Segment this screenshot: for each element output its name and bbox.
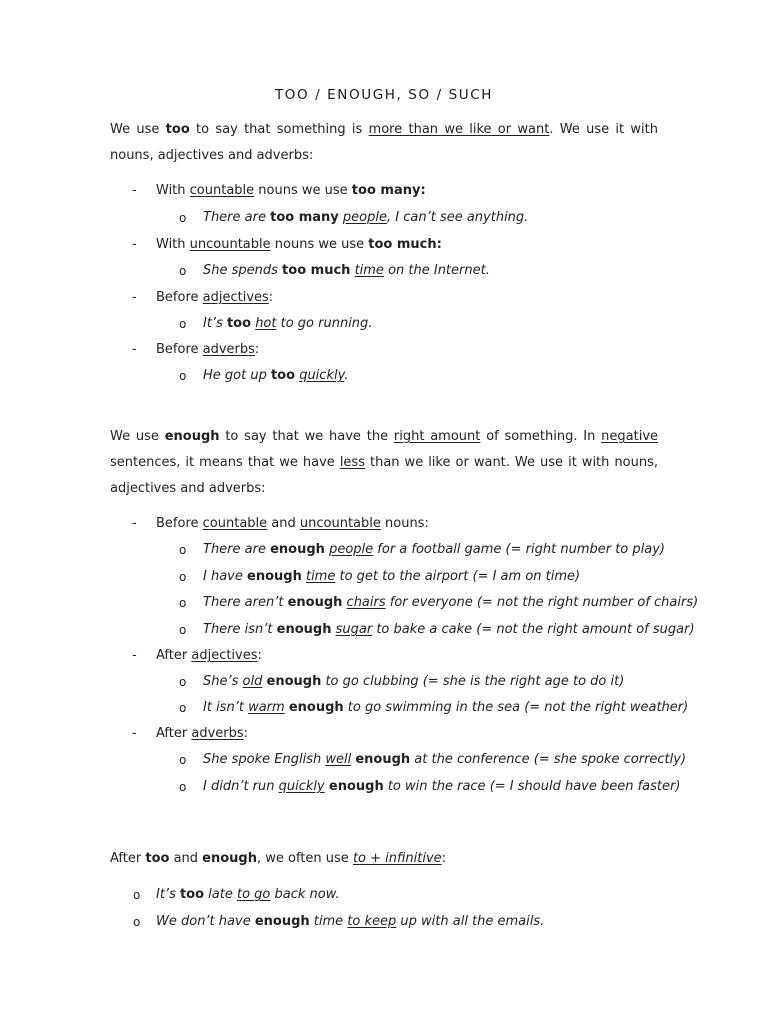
italic-text: He got up	[203, 368, 271, 383]
enough-example-old	[203, 673, 624, 691]
bold-keyword: too	[226, 316, 252, 331]
list-bullet: o	[179, 753, 187, 767]
list-bullet: o	[179, 780, 187, 794]
bold-keyword: enough	[328, 779, 384, 794]
too-rule-uncountable: With uncountable nouns we use too much:	[156, 237, 442, 252]
list-dash: -	[132, 342, 137, 357]
italic-text: to go running.	[276, 316, 373, 331]
bold-keyword: enough	[247, 569, 302, 584]
list-dash: -	[132, 726, 137, 741]
bold-keyword: enough	[266, 674, 322, 689]
underlined-term: chairs	[346, 595, 386, 610]
underlined-term: countable	[202, 516, 268, 531]
list-dash: -	[132, 237, 137, 252]
italic-text: on the Internet.	[383, 263, 490, 278]
infinitive-example-too	[156, 886, 340, 904]
italic-text: time	[309, 914, 348, 929]
italic-text: to go clubbing (= she is the right age to do it)	[321, 674, 625, 689]
bold-keyword: enough	[270, 542, 325, 557]
bold-keyword: too	[179, 887, 205, 902]
italic-text: She’s	[203, 674, 243, 689]
infinitive-example-enough	[156, 913, 544, 931]
bold-keyword: too much	[282, 263, 351, 278]
list-bullet: o	[179, 596, 187, 610]
italic-text: at the conference (= she spoke correctly)	[410, 752, 687, 767]
list-bullet: o	[179, 264, 187, 278]
underlined-term: people	[342, 210, 387, 225]
underlined-term: adjectives	[191, 648, 258, 663]
underlined-term: negative	[601, 429, 659, 444]
underlined-term: to go	[237, 887, 271, 902]
underlined-term: warm	[248, 700, 285, 715]
list-bullet: o	[179, 317, 187, 331]
bold-keyword: enough	[164, 429, 220, 444]
bold-keyword: too	[165, 122, 190, 137]
underlined-term: time	[354, 263, 384, 278]
underlined-term: quickly	[278, 779, 325, 794]
enough-example-time	[203, 568, 580, 586]
list-dash: -	[132, 648, 137, 663]
italic-text: back now.	[270, 887, 340, 902]
underlined-term: well	[325, 752, 352, 767]
bold-keyword: too many:	[351, 183, 426, 198]
too-rule-countable: With countable nouns we use too many:	[156, 183, 426, 198]
bold-keyword: enough	[355, 752, 411, 767]
too-example-adjectives	[203, 315, 372, 333]
enough-example-warm	[203, 699, 688, 717]
list-bullet: o	[133, 888, 141, 902]
underlined-term: right amount	[393, 429, 481, 444]
bold-keyword: too	[145, 851, 170, 866]
infinitive-intro: After too and enough, we often use to + infinitive:	[110, 851, 447, 866]
list-dash: -	[132, 516, 137, 531]
underlined-term: adverbs	[191, 726, 244, 741]
underlined-term: more than we like or want	[368, 122, 550, 137]
underlined-term: old	[242, 674, 263, 689]
list-bullet: o	[179, 369, 187, 383]
italic-text: to bake a cake (= not the right amount of sugar)	[372, 622, 695, 637]
italic-text: I have	[203, 569, 247, 584]
italic-text: , I can’t see anything.	[386, 210, 529, 225]
list-bullet: o	[179, 211, 187, 225]
italic-text: to get to the airport (= I am on time)	[335, 569, 581, 584]
underlined-term: time	[305, 569, 336, 584]
italic-text: late	[204, 887, 237, 902]
italic-text: She spoke English	[203, 752, 326, 767]
italic-text: There isn’t	[203, 622, 277, 637]
list-bullet: o	[179, 701, 187, 715]
italic-text: It’s	[156, 887, 180, 902]
underlined-term: quickly	[299, 368, 345, 383]
list-dash: -	[132, 183, 137, 198]
italic-text: There are	[203, 542, 271, 557]
bold-keyword: enough	[202, 851, 257, 866]
list-bullet: o	[133, 915, 141, 929]
bold-keyword: enough	[276, 622, 332, 637]
enough-example-quickly	[203, 778, 680, 796]
too-rule-adjectives: Before adjectives:	[156, 290, 274, 305]
enough-example-sugar	[203, 621, 695, 639]
too-rule-adverbs: Before adverbs:	[156, 342, 260, 357]
underlined-term: adjectives	[202, 290, 269, 305]
italic-text: There aren’t	[203, 595, 288, 610]
underlined-term: adverbs	[202, 342, 255, 357]
enough-example-chairs	[203, 594, 698, 612]
italic-text: There are	[203, 210, 271, 225]
page-title: TOO / ENOUGH, SO / SUCH	[274, 87, 494, 103]
bold-keyword: too many	[270, 210, 339, 225]
list-bullet: o	[179, 675, 187, 689]
italic-text: We don’t have	[156, 914, 255, 929]
underlined-term: to keep	[347, 914, 397, 929]
bold-keyword: too much:	[368, 237, 442, 252]
italic-text: to go swimming in the sea (= not the right weather)	[343, 700, 689, 715]
enough-example-people	[203, 541, 665, 559]
italic-text: It isn’t	[203, 700, 249, 715]
too-example-countable	[203, 209, 528, 227]
underlined-term: countable	[189, 183, 255, 198]
list-bullet: o	[179, 623, 187, 637]
too-example-adverbs	[203, 367, 348, 385]
enough-intro-paragraph: We use enough to say that we have the right amount of something. In negative sentences, it means that we have less than we like or want. We use it with nouns, adjectives and adverbs:	[110, 429, 659, 496]
too-intro-paragraph: We use too to say that something is more than we like or want. We use it with nouns, adjectives and adverbs:	[110, 122, 658, 163]
bold-keyword: enough	[287, 595, 343, 610]
underlined-term: to + infinitive	[352, 851, 442, 866]
too-example-uncountable	[203, 262, 490, 280]
italic-text: It’s	[203, 316, 227, 331]
underlined-term: uncountable	[189, 237, 271, 252]
enough-example-well	[203, 751, 686, 769]
italic-text: I didn’t run	[203, 779, 279, 794]
underlined-term: hot	[255, 316, 277, 331]
enough-rule-adjectives: After adjectives:	[156, 648, 262, 663]
italic-text: She spends	[203, 263, 283, 278]
enough-rule-adverbs: After adverbs:	[156, 726, 249, 741]
list-dash: -	[132, 290, 137, 305]
bold-keyword: enough	[254, 914, 310, 929]
italic-text: .	[344, 368, 349, 383]
italic-text: for everyone (= not the right number of chairs)	[385, 595, 699, 610]
list-bullet: o	[179, 543, 187, 557]
italic-text: to win the race (= I should have been faster)	[383, 779, 681, 794]
italic-text: for a football game (= right number to play)	[373, 542, 665, 557]
underlined-term: less	[339, 455, 365, 470]
bold-keyword: too	[270, 368, 296, 383]
enough-rule-nouns: Before countable and uncountable nouns:	[156, 516, 429, 531]
underlined-term: sugar	[335, 622, 373, 637]
italic-text: up with all the emails.	[396, 914, 545, 929]
list-bullet: o	[179, 570, 187, 584]
underlined-term: people	[329, 542, 374, 557]
underlined-term: uncountable	[299, 516, 381, 531]
bold-keyword: enough	[288, 700, 344, 715]
